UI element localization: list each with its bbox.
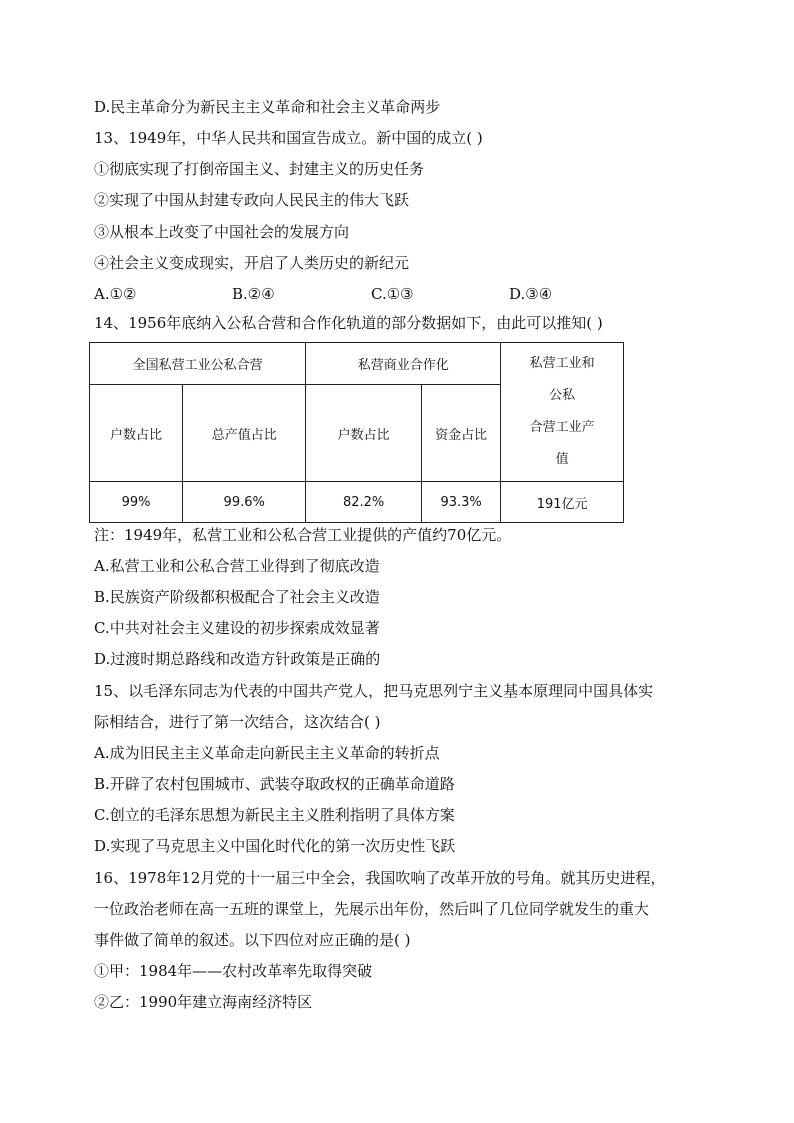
table-subheader: 户数占比 [306,385,422,482]
table-cell: 93.3% [421,482,500,523]
q14-option-d: D.过渡时期总路线和改造方针政策是正确的 [94,650,381,668]
q14-note: 注：1949年，私营工业和公私合营工业提供的产值约70亿元。 [94,526,512,544]
question-15: 15、以毛泽东同志为代表的中国共产党人，把马克思列宁主义基本原理同中国具体实 [94,682,654,700]
table-cell: 191亿元 [501,482,624,523]
question-14: 14、1956年底纳入公私合营和合作化轨道的部分数据如下，由此可以推知( ) [94,314,603,332]
header-line: 合营工业产 [529,420,595,435]
q13-option-b: B.②④ [232,285,275,303]
table-cell: 82.2% [306,482,422,523]
table-subheader: 资金占比 [421,385,500,482]
table-group-header-industry: 全国私营工业公私合营 [90,343,306,385]
q12-option-d: D.民主革命分为新民主主义革命和社会主义革命两步 [94,98,441,116]
q14-option-a: A.私营工业和公私合营工业得到了彻底改造 [94,557,380,575]
q13-option-a: A.①② [94,285,137,303]
q13-statement-1: ①彻底实现了打倒帝国主义、封建主义的历史任务 [94,160,425,178]
q15-option-b: B.开辟了农村包围城市、武装夺取政权的正确革命道路 [94,775,455,793]
table-subheader: 户数占比 [90,385,183,482]
q13-statement-4: ④社会主义变成现实，开启了人类历史的新纪元 [94,254,410,272]
table-subheader: 总产值占比 [183,385,306,482]
q14-option-c: C.中共对社会主义建设的初步探索成效显著 [94,619,380,637]
q16-statement-2: ②乙：1990年建立海南经济特区 [94,993,313,1011]
data-table [89,342,624,523]
q13-option-d: D.③④ [509,285,553,303]
q13-statement-2: ②实现了中国从封建专政向人民民主的伟大飞跃 [94,191,410,209]
q15-option-d: D.实现了马克思主义中国化时代化的第一次历史性飞跃 [94,837,456,855]
table-cell: 99% [90,482,183,523]
header-line: 私营工业和 [529,356,595,371]
question-16: 16、1978年12月党的十一届三中全会，我国吹响了改革开放的号角。就其历史进程， [94,869,666,887]
q13-option-c: C.①③ [371,285,414,303]
question-16-cont: 一位政治老师在高一五班的课堂上，先展示出年份，然后叫了几位同学就发生的重大 [94,900,650,918]
table-cell: 99.6% [183,482,306,523]
header-line: 值 [555,452,569,467]
table-group-header-commerce: 私营商业合作化 [306,343,501,385]
q15-option-a: A.成为旧民主主义革命走向新民主主义革命的转折点 [94,744,440,762]
question-15-cont: 际相结合，进行了第一次结合，这次结合( ) [94,713,381,731]
table-header-output-value [501,343,624,482]
question-13: 13、1949年，中华人民共和国宣告成立。新中国的成立( ) [94,129,483,147]
q16-statement-1: ①甲：1984年——农村改革率先取得突破 [94,962,373,980]
q15-option-c: C.创立的毛泽东思想为新民主主义胜利指明了具体方案 [94,806,455,824]
question-16-cont: 事件做了简单的叙述。以下四位对应正确的是( ) [94,931,411,949]
q14-option-b: B.民族资产阶级都积极配合了社会主义改造 [94,588,380,606]
header-line: 公私 [549,388,576,403]
q13-statement-3: ③从根本上改变了中国社会的发展方向 [94,223,350,241]
